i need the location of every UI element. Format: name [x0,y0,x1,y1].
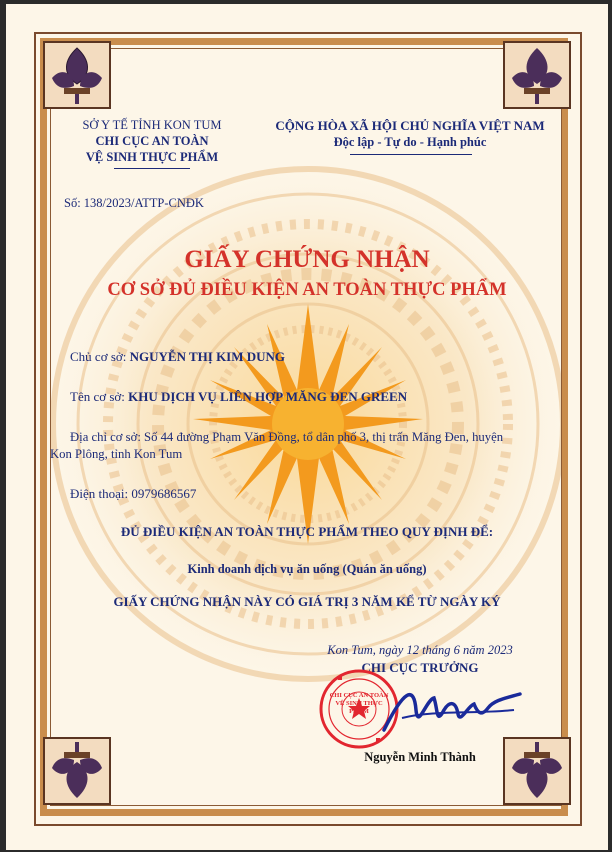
facility-value: KHU DỊCH VỤ LIÊN HỢP MĂNG ĐEN GREEN [128,389,408,404]
owner-value: NGUYỄN THỊ KIM DUNG [129,349,286,364]
facility-row [70,389,407,405]
agency-line-2: CHI CỤC AN TOÀN [95,134,209,148]
owner-row [70,349,285,365]
title-line-1: GIẤY CHỨNG NHẬN [184,246,430,273]
agency-line-3: VỆ SINH THỰC PHẨM [85,150,219,164]
place-date: Kon Tum, ngày 12 tháng 6 năm 2023 [327,643,513,657]
facility-label: Tên cơ sở: [70,389,125,404]
phone-value: 0979686567 [131,486,197,501]
signer-name: Nguyễn Minh Thành [364,750,476,764]
phone-row [70,486,196,502]
title-line-2: CƠ SỞ ĐỦ ĐIỀU KIỆN AN TOÀN THỰC PHẨM [107,280,507,300]
corner-ornament-icon [502,736,572,806]
corner-ornament-icon [42,40,112,110]
certificate-page [6,4,608,850]
signer-position: CHI CỤC TRƯỞNG [361,660,479,675]
phone-label: Điện thoại: [70,486,129,501]
handwritten-signature-icon [374,680,524,740]
nation-line-1: CỘNG HÒA XÃ HỘI CHỦ NGHĨA VIỆT NAM [275,118,545,133]
validity-statement: GIẤY CHỨNG NHẬN NÀY CÓ GIÁ TRỊ 3 NĂM KỂ TỪ NGÀY KÝ [113,594,501,609]
corner-ornament-icon [42,736,112,806]
corner-ornament-icon [502,40,572,110]
qualification-activity: Kinh doanh dịch vụ ăn uống (Quán ăn uống) [187,562,427,576]
owner-label: Chủ cơ sở: [70,349,127,364]
address-line-2: Kon Plông, tỉnh Kon Tum [50,447,183,461]
qualification-heading: ĐỦ ĐIỀU KIỆN AN TOÀN THỰC PHẨM THEO QUY ĐỊNH ĐỂ: [120,524,494,539]
certificate-number: Số: 138/2023/ATTP-CNĐK [64,196,204,210]
agency-underline [114,168,190,169]
stamp-text: CHI CỤC AN TOÀN VỆ SINH THỰC PHẨM [329,692,389,715]
address-line-1: Địa chỉ cơ sở: Số 44 đường Phạm Văn Đồng, tổ dân phố 3, thị trấn Măng Đen, huyện [70,430,504,444]
nation-line-2: Độc lập - Tự do - Hạnh phúc [333,135,487,149]
nation-underline [350,154,472,155]
agency-line-1: SỞ Y TẾ TỈNH KON TUM [82,118,222,132]
